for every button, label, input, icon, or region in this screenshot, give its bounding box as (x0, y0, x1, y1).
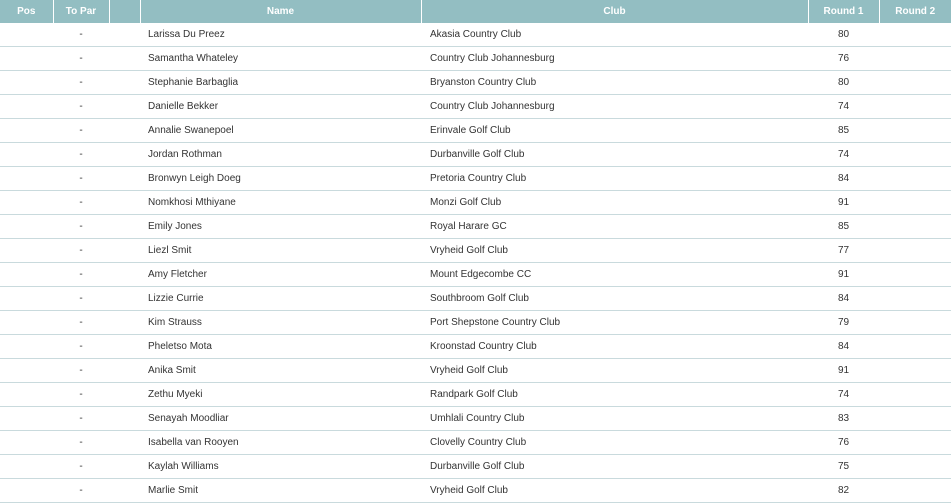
cell-round-2 (879, 287, 951, 311)
cell-round-2 (879, 479, 951, 503)
cell-pos (0, 311, 53, 335)
cell-pos (0, 47, 53, 71)
cell-round-2 (879, 239, 951, 263)
cell-round-2 (879, 143, 951, 167)
table-row[interactable] (0, 95, 951, 119)
cell-player-name: Amy Fletcher (140, 263, 421, 287)
cell-pos (0, 215, 53, 239)
cell-round-1: 80 (808, 71, 879, 95)
cell-to-par: - (53, 335, 109, 359)
cell-round-1: 76 (808, 47, 879, 71)
cell-blank (109, 239, 140, 263)
table-row[interactable] (0, 431, 951, 455)
cell-club: Umhlali Country Club (421, 407, 808, 431)
cell-round-2 (879, 23, 951, 47)
cell-blank (109, 95, 140, 119)
cell-pos (0, 335, 53, 359)
table-row[interactable] (0, 71, 951, 95)
cell-pos (0, 167, 53, 191)
cell-round-1: 85 (808, 215, 879, 239)
cell-blank (109, 143, 140, 167)
header-round-2[interactable]: Round 2 (879, 0, 951, 23)
table-row[interactable] (0, 47, 951, 71)
cell-round-1: 84 (808, 167, 879, 191)
cell-round-2 (879, 47, 951, 71)
cell-club: Vryheid Golf Club (421, 359, 808, 383)
cell-to-par: - (53, 191, 109, 215)
table-row[interactable] (0, 359, 951, 383)
cell-to-par: - (53, 71, 109, 95)
cell-pos (0, 119, 53, 143)
cell-to-par: - (53, 215, 109, 239)
table-row[interactable] (0, 311, 951, 335)
cell-to-par: - (53, 143, 109, 167)
cell-pos (0, 239, 53, 263)
cell-club: Country Club Johannesburg (421, 47, 808, 71)
cell-blank (109, 167, 140, 191)
cell-round-1: 80 (808, 23, 879, 47)
cell-player-name: Zethu Myeki (140, 383, 421, 407)
cell-to-par: - (53, 119, 109, 143)
cell-to-par: - (53, 47, 109, 71)
table-row[interactable] (0, 335, 951, 359)
cell-blank (109, 215, 140, 239)
header-row (0, 0, 951, 23)
table-row[interactable] (0, 119, 951, 143)
table-row[interactable] (0, 455, 951, 479)
cell-to-par: - (53, 383, 109, 407)
cell-blank (109, 263, 140, 287)
cell-blank (109, 119, 140, 143)
cell-round-2 (879, 335, 951, 359)
cell-player-name: Pheletso Mota (140, 335, 421, 359)
cell-round-1: 83 (808, 407, 879, 431)
cell-blank (109, 71, 140, 95)
cell-to-par: - (53, 455, 109, 479)
cell-round-1: 79 (808, 311, 879, 335)
cell-blank (109, 479, 140, 503)
header-pos[interactable]: Pos (0, 0, 53, 23)
cell-player-name: Samantha Whateley (140, 47, 421, 71)
cell-club: Vryheid Golf Club (421, 479, 808, 503)
cell-blank (109, 431, 140, 455)
table-row[interactable] (0, 287, 951, 311)
cell-to-par: - (53, 239, 109, 263)
header-club[interactable]: Club (421, 0, 808, 23)
cell-club: Clovelly Country Club (421, 431, 808, 455)
cell-round-1: 75 (808, 455, 879, 479)
cell-to-par: - (53, 407, 109, 431)
cell-blank (109, 311, 140, 335)
cell-pos (0, 71, 53, 95)
cell-round-1: 74 (808, 143, 879, 167)
header-name[interactable]: Name (140, 0, 421, 23)
cell-player-name: Senayah Moodliar (140, 407, 421, 431)
cell-player-name: Kaylah Williams (140, 455, 421, 479)
cell-club: Royal Harare GC (421, 215, 808, 239)
cell-round-2 (879, 191, 951, 215)
cell-club: Monzi Golf Club (421, 191, 808, 215)
cell-player-name: Emily Jones (140, 215, 421, 239)
cell-player-name: Liezl Smit (140, 239, 421, 263)
cell-to-par: - (53, 431, 109, 455)
cell-club: Vryheid Golf Club (421, 239, 808, 263)
cell-pos (0, 95, 53, 119)
cell-round-1: 84 (808, 335, 879, 359)
cell-club: Durbanville Golf Club (421, 455, 808, 479)
cell-round-2 (879, 119, 951, 143)
header-round-1[interactable]: Round 1 (808, 0, 879, 23)
cell-round-2 (879, 383, 951, 407)
header-blank (109, 0, 140, 23)
cell-club: Mount Edgecombe CC (421, 263, 808, 287)
leaderboard-header (0, 0, 951, 23)
cell-player-name: Lizzie Currie (140, 287, 421, 311)
cell-pos (0, 287, 53, 311)
cell-pos (0, 263, 53, 287)
cell-round-1: 85 (808, 119, 879, 143)
table-row[interactable] (0, 215, 951, 239)
cell-pos (0, 407, 53, 431)
cell-club: Southbroom Golf Club (421, 287, 808, 311)
table-row[interactable] (0, 23, 951, 47)
cell-club: Kroonstad Country Club (421, 335, 808, 359)
cell-round-1: 82 (808, 479, 879, 503)
cell-to-par: - (53, 479, 109, 503)
table-row[interactable] (0, 167, 951, 191)
cell-player-name: Jordan Rothman (140, 143, 421, 167)
cell-pos (0, 431, 53, 455)
table-row[interactable] (0, 407, 951, 431)
cell-blank (109, 191, 140, 215)
cell-blank (109, 47, 140, 71)
cell-club: Bryanston Country Club (421, 71, 808, 95)
cell-round-2 (879, 359, 951, 383)
table-row[interactable] (0, 191, 951, 215)
cell-round-2 (879, 263, 951, 287)
cell-pos (0, 23, 53, 47)
cell-to-par: - (53, 167, 109, 191)
table-row[interactable] (0, 263, 951, 287)
cell-to-par: - (53, 95, 109, 119)
cell-club: Pretoria Country Club (421, 167, 808, 191)
cell-pos (0, 383, 53, 407)
table-row[interactable] (0, 383, 951, 407)
table-row[interactable] (0, 479, 951, 503)
cell-to-par: - (53, 287, 109, 311)
cell-pos (0, 143, 53, 167)
cell-player-name: Anika Smit (140, 359, 421, 383)
cell-blank (109, 383, 140, 407)
cell-round-1: 91 (808, 359, 879, 383)
cell-round-2 (879, 431, 951, 455)
cell-to-par: - (53, 263, 109, 287)
cell-player-name: Marlie Smit (140, 479, 421, 503)
cell-to-par: - (53, 359, 109, 383)
cell-pos (0, 455, 53, 479)
cell-club: Erinvale Golf Club (421, 119, 808, 143)
cell-to-par: - (53, 23, 109, 47)
cell-player-name: Kim Strauss (140, 311, 421, 335)
cell-club: Durbanville Golf Club (421, 143, 808, 167)
cell-player-name: Stephanie Barbaglia (140, 71, 421, 95)
cell-round-2 (879, 215, 951, 239)
cell-round-1: 91 (808, 263, 879, 287)
cell-round-1: 76 (808, 431, 879, 455)
cell-pos (0, 479, 53, 503)
cell-round-2 (879, 71, 951, 95)
cell-player-name: Bronwyn Leigh Doeg (140, 167, 421, 191)
table-row[interactable] (0, 143, 951, 167)
cell-player-name: Annalie Swanepoel (140, 119, 421, 143)
table-row[interactable] (0, 239, 951, 263)
cell-player-name: Isabella van Rooyen (140, 431, 421, 455)
cell-player-name: Danielle Bekker (140, 95, 421, 119)
cell-club: Randpark Golf Club (421, 383, 808, 407)
cell-pos (0, 359, 53, 383)
cell-blank (109, 359, 140, 383)
cell-club: Country Club Johannesburg (421, 95, 808, 119)
header-to-par[interactable]: To Par (53, 0, 109, 23)
cell-club: Akasia Country Club (421, 23, 808, 47)
cell-blank (109, 407, 140, 431)
cell-blank (109, 455, 140, 479)
cell-player-name: Larissa Du Preez (140, 23, 421, 47)
cell-round-1: 84 (808, 287, 879, 311)
cell-round-1: 74 (808, 95, 879, 119)
cell-to-par: - (53, 311, 109, 335)
cell-round-2 (879, 167, 951, 191)
cell-pos (0, 191, 53, 215)
cell-blank (109, 287, 140, 311)
cell-club: Port Shepstone Country Club (421, 311, 808, 335)
cell-round-2 (879, 407, 951, 431)
cell-round-2 (879, 311, 951, 335)
cell-blank (109, 23, 140, 47)
cell-round-1: 77 (808, 239, 879, 263)
cell-round-2 (879, 95, 951, 119)
cell-round-1: 74 (808, 383, 879, 407)
cell-player-name: Nomkhosi Mthiyane (140, 191, 421, 215)
cell-blank (109, 335, 140, 359)
cell-round-2 (879, 455, 951, 479)
leaderboard-body (0, 23, 951, 503)
cell-round-1: 91 (808, 191, 879, 215)
